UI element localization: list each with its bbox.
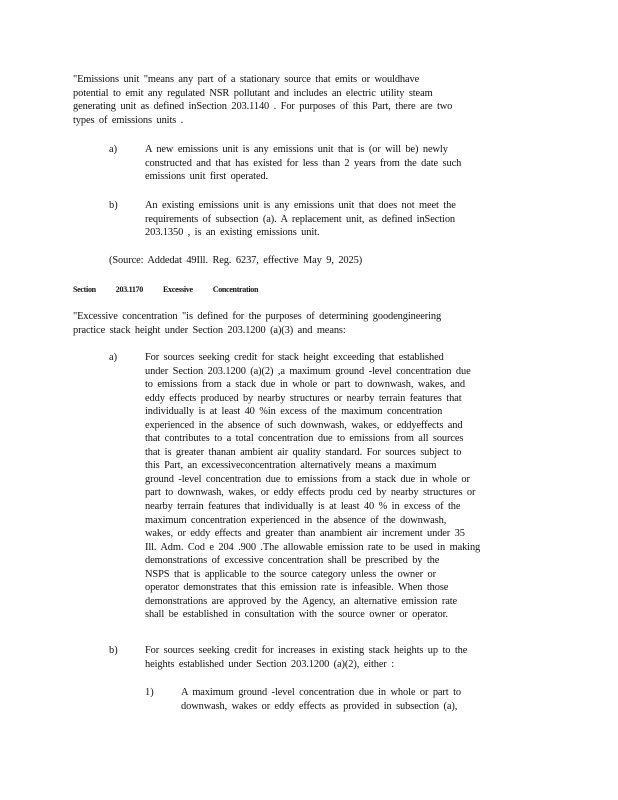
section-label: Section [73,285,96,294]
item-a-label: a) [109,144,118,155]
source-note: (Source: Addedat 49Ill. Reg. 6237, effective May 9, 2025) [109,255,363,266]
item-b-label: b) [109,200,118,211]
sub-item-1-label: 1) [145,687,154,698]
item-a-text: A new emissions unit is any emissions unit that is (or will be) newly constructed and that has existed for less than 2 years from the date such emissions unit first operated. [145,144,462,183]
sub-item-1-text: A maximum ground -level concentration due in whole or part to downwash, wakes or eddy effects as provided in subsection (a), [181,687,461,712]
section-title-word-2: Concentration [212,285,259,294]
emissions-unit-definition: "Emissions unit "means any part of a stationary source that emits or wouldhave potential to emit any regulated NSR pollutant and includes an electric utility steam generating unit as defined inSection 203.1140 . For purposes of this Part, there are two types of emissions units . [73,74,453,126]
section-title-word-1: Excessive [162,285,193,294]
section-heading [73,285,278,295]
item-b-text: An existing emissions unit is any emissions unit that does not meet the requirements of subsection (a). A replacement unit, as defined inSection 203.1350 , is an existing emissions unit. [145,200,456,239]
section-number: 203.1170 [115,285,143,294]
excessive-item-b-label: b) [109,645,118,656]
excessive-concentration-definition: "Excessive concentration "is defined for the purposes of determining goodengineering practice stack height under Section 203.1200 (a)(3) and means: [73,311,442,336]
excessive-item-b-text: For sources seeking credit for increases in existing stack heights up to the heights established under Section 203.1200 (a)(2), either : [145,645,468,670]
excessive-item-a-text: For sources seeking credit for stack height exceeding that established under Section 203.1200 (a)(2) ,a maximum ground -level concentration due to emissions from a stack due in whole or part to downwash, wakes, and eddy effects produced by nearby structures or nearby terrain features that individually is at least 40 %in excess of the maximum concentration experienced in the absence of such downwash, wakes, or eddyeffects and that contributes to a total concentration due to emissions from all sources that is greater thanan ambient air quality standard. For sources subject to this Part, an excessiveconcentration alternatively means a maximum ground -level concentration due to emissions from a stack due in whole or part to downwash, wakes, or eddy effects produ ced by nearby structures or nearby terrain features that individually is at least 40 % in excess of the maximum concentration experienced in the absence of the downwash, wakes, or eddy effects and greater than anambient air increment under 35 Ill. Adm. Cod e 204 .900 .The allowable emission rate to be used in making demonstrations of excessive concentration shall be prescribed by the NSPS that is applicable to the source category unless the owner or operator demonstrates that this emission rate is infeasible. When those demonstrations are approved by the Agency, an alternative emission rate shall be established in consultation with the source owner or operator. [145,352,481,621]
excessive-item-a-label: a) [109,352,118,363]
